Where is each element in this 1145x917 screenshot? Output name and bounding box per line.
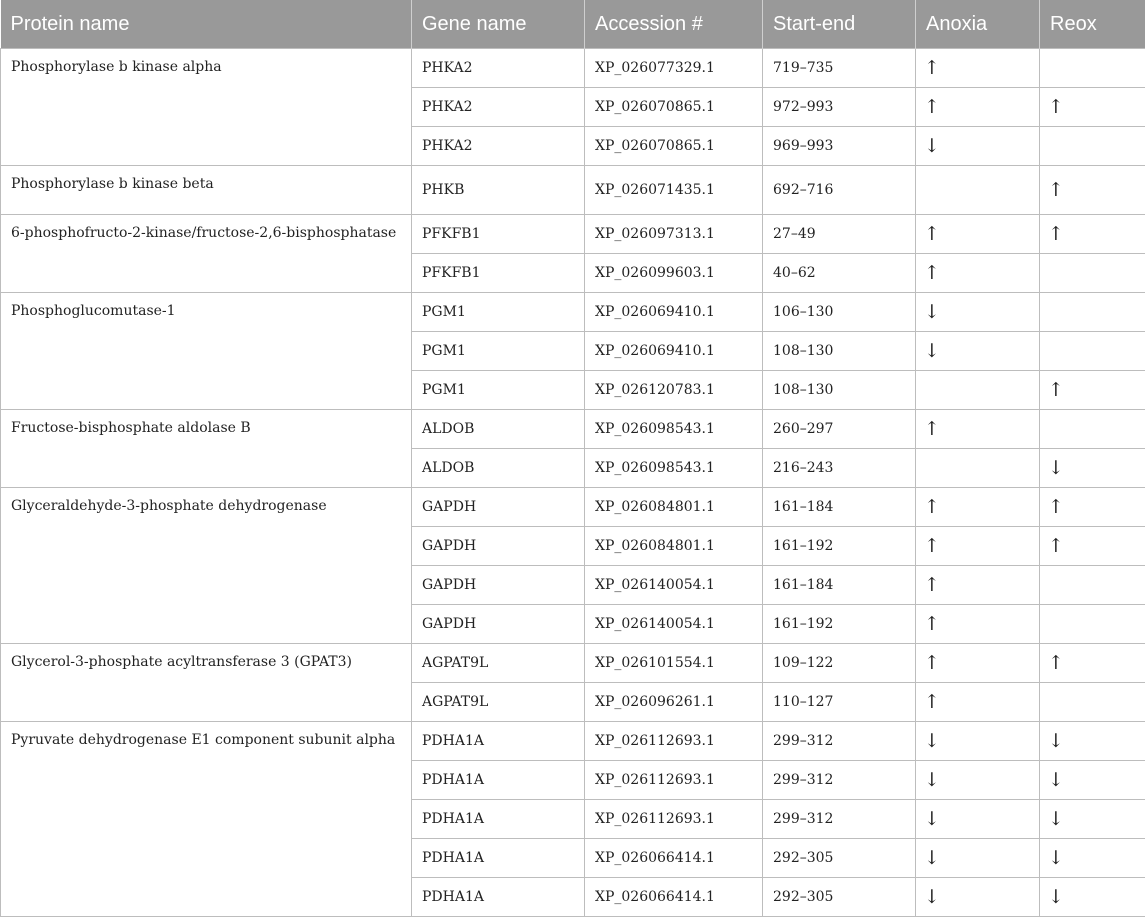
table-header <box>1 0 1145 49</box>
accession-cell: XP_026069410.1 <box>585 293 763 332</box>
gene-name-cell: PDHA1A <box>412 800 585 839</box>
gene-name-cell: AGPAT9L <box>412 644 585 683</box>
anoxia-arrow-cell: ↓ <box>916 761 1040 800</box>
accession-cell: XP_026097313.1 <box>585 215 763 254</box>
gene-name-cell: AGPAT9L <box>412 683 585 722</box>
start-end-cell: 108–130 <box>763 332 916 371</box>
header-accession: Accession # <box>585 0 763 49</box>
protein-name-cell: Glyceraldehyde-3-phosphate dehydrogenase <box>1 488 412 644</box>
gene-name-cell: GAPDH <box>412 488 585 527</box>
anoxia-arrow-cell: ↑ <box>916 49 1040 88</box>
reox-arrow-cell: ↑ <box>1040 371 1145 410</box>
anoxia-arrow-cell: ↓ <box>916 722 1040 761</box>
gene-name-cell: ALDOB <box>412 410 585 449</box>
anoxia-arrow-cell: ↓ <box>916 878 1040 917</box>
reox-arrow-cell: ↑ <box>1040 488 1145 527</box>
start-end-cell: 299–312 <box>763 761 916 800</box>
table-body <box>1 49 1145 917</box>
anoxia-arrow-cell: ↓ <box>916 800 1040 839</box>
accession-cell: XP_026066414.1 <box>585 878 763 917</box>
anoxia-arrow-cell: ↑ <box>916 254 1040 293</box>
accession-cell: XP_026070865.1 <box>585 88 763 127</box>
anoxia-arrow-cell: ↑ <box>916 566 1040 605</box>
start-end-cell: 106–130 <box>763 293 916 332</box>
start-end-cell: 292–305 <box>763 839 916 878</box>
gene-name-cell: ALDOB <box>412 449 585 488</box>
gene-name-cell: PDHA1A <box>412 878 585 917</box>
reox-arrow-cell <box>1040 127 1145 166</box>
start-end-cell: 161–184 <box>763 566 916 605</box>
gene-name-cell: GAPDH <box>412 527 585 566</box>
protein-name-cell: Phosphorylase b kinase alpha <box>1 49 412 166</box>
accession-cell: XP_026071435.1 <box>585 166 763 215</box>
header-protein-name: Protein name <box>1 0 412 49</box>
anoxia-arrow-cell: ↑ <box>916 88 1040 127</box>
gene-name-cell: PFKFB1 <box>412 215 585 254</box>
anoxia-arrow-cell: ↓ <box>916 293 1040 332</box>
anoxia-arrow-cell: ↓ <box>916 127 1040 166</box>
reox-arrow-cell: ↑ <box>1040 527 1145 566</box>
start-end-cell: 299–312 <box>763 722 916 761</box>
gene-name-cell: GAPDH <box>412 605 585 644</box>
accession-cell: XP_026069410.1 <box>585 332 763 371</box>
gene-name-cell: PGM1 <box>412 293 585 332</box>
anoxia-arrow-cell: ↑ <box>916 644 1040 683</box>
table-row <box>1 49 1145 88</box>
gene-name-cell: PHKA2 <box>412 127 585 166</box>
gene-name-cell: PDHA1A <box>412 761 585 800</box>
header-row <box>1 0 1145 49</box>
table-row <box>1 166 1145 215</box>
reox-arrow-cell <box>1040 293 1145 332</box>
header-start-end: Start-end <box>763 0 916 49</box>
start-end-cell: 292–305 <box>763 878 916 917</box>
reox-arrow-cell: ↑ <box>1040 644 1145 683</box>
accession-cell: XP_026098543.1 <box>585 410 763 449</box>
accession-cell: XP_026077329.1 <box>585 49 763 88</box>
start-end-cell: 108–130 <box>763 371 916 410</box>
reox-arrow-cell <box>1040 683 1145 722</box>
reox-arrow-cell <box>1040 254 1145 293</box>
reox-arrow-cell: ↓ <box>1040 839 1145 878</box>
anoxia-arrow-cell: ↑ <box>916 527 1040 566</box>
gene-name-cell: PHKA2 <box>412 88 585 127</box>
protein-name-cell: Phosphoglucomutase-1 <box>1 293 412 410</box>
accession-cell: XP_026112693.1 <box>585 800 763 839</box>
accession-cell: XP_026084801.1 <box>585 488 763 527</box>
protein-name-cell: Glycerol-3-phosphate acyltransferase 3 (GPAT3) <box>1 644 412 722</box>
reox-arrow-cell: ↓ <box>1040 800 1145 839</box>
reox-arrow-cell: ↑ <box>1040 215 1145 254</box>
start-end-cell: 216–243 <box>763 449 916 488</box>
reox-arrow-cell <box>1040 49 1145 88</box>
protein-name-cell: Phosphorylase b kinase beta <box>1 166 412 215</box>
gene-name-cell: PGM1 <box>412 371 585 410</box>
accession-cell: XP_026096261.1 <box>585 683 763 722</box>
start-end-cell: 972–993 <box>763 88 916 127</box>
anoxia-arrow-cell: ↑ <box>916 683 1040 722</box>
reox-arrow-cell <box>1040 605 1145 644</box>
start-end-cell: 110–127 <box>763 683 916 722</box>
gene-name-cell: PFKFB1 <box>412 254 585 293</box>
gene-name-cell: PHKB <box>412 166 585 215</box>
table-row <box>1 722 1145 761</box>
start-end-cell: 719–735 <box>763 49 916 88</box>
accession-cell: XP_026112693.1 <box>585 722 763 761</box>
start-end-cell: 27–49 <box>763 215 916 254</box>
reox-arrow-cell: ↓ <box>1040 761 1145 800</box>
accession-cell: XP_026101554.1 <box>585 644 763 683</box>
accession-cell: XP_026120783.1 <box>585 371 763 410</box>
table-row <box>1 215 1145 254</box>
anoxia-arrow-cell: ↑ <box>916 605 1040 644</box>
start-end-cell: 969–993 <box>763 127 916 166</box>
reox-arrow-cell <box>1040 332 1145 371</box>
start-end-cell: 40–62 <box>763 254 916 293</box>
start-end-cell: 109–122 <box>763 644 916 683</box>
reox-arrow-cell: ↓ <box>1040 449 1145 488</box>
protein-name-cell: 6-phosphofructo-2-kinase/fructose-2,6-bisphosphatase <box>1 215 412 293</box>
reox-arrow-cell: ↑ <box>1040 166 1145 215</box>
anoxia-arrow-cell: ↓ <box>916 839 1040 878</box>
reox-arrow-cell: ↓ <box>1040 878 1145 917</box>
gene-name-cell: GAPDH <box>412 566 585 605</box>
accession-cell: XP_026084801.1 <box>585 527 763 566</box>
accession-cell: XP_026099603.1 <box>585 254 763 293</box>
accession-cell: XP_026140054.1 <box>585 566 763 605</box>
start-end-cell: 161–192 <box>763 605 916 644</box>
gene-name-cell: PHKA2 <box>412 49 585 88</box>
accession-cell: XP_026140054.1 <box>585 605 763 644</box>
accession-cell: XP_026066414.1 <box>585 839 763 878</box>
start-end-cell: 692–716 <box>763 166 916 215</box>
gene-name-cell: PDHA1A <box>412 722 585 761</box>
anoxia-arrow-cell <box>916 166 1040 215</box>
table-row <box>1 410 1145 449</box>
table-row <box>1 293 1145 332</box>
protein-name-cell: Pyruvate dehydrogenase E1 component subunit alpha <box>1 722 412 917</box>
reox-arrow-cell: ↓ <box>1040 722 1145 761</box>
anoxia-arrow-cell <box>916 371 1040 410</box>
reox-arrow-cell <box>1040 566 1145 605</box>
reox-arrow-cell: ↑ <box>1040 88 1145 127</box>
protein-name-cell: Fructose-bisphosphate aldolase B <box>1 410 412 488</box>
anoxia-arrow-cell <box>916 449 1040 488</box>
gene-name-cell: PDHA1A <box>412 839 585 878</box>
anoxia-arrow-cell: ↑ <box>916 215 1040 254</box>
start-end-cell: 161–184 <box>763 488 916 527</box>
header-reox: Reox <box>1040 0 1145 49</box>
header-anoxia: Anoxia <box>916 0 1040 49</box>
start-end-cell: 260–297 <box>763 410 916 449</box>
anoxia-arrow-cell: ↑ <box>916 410 1040 449</box>
anoxia-arrow-cell: ↑ <box>916 488 1040 527</box>
start-end-cell: 161–192 <box>763 527 916 566</box>
start-end-cell: 299–312 <box>763 800 916 839</box>
table-row <box>1 644 1145 683</box>
reox-arrow-cell <box>1040 410 1145 449</box>
anoxia-arrow-cell: ↓ <box>916 332 1040 371</box>
header-gene-name: Gene name <box>412 0 585 49</box>
accession-cell: XP_026112693.1 <box>585 761 763 800</box>
gene-name-cell: PGM1 <box>412 332 585 371</box>
table-row <box>1 488 1145 527</box>
accession-cell: XP_026098543.1 <box>585 449 763 488</box>
accession-cell: XP_026070865.1 <box>585 127 763 166</box>
